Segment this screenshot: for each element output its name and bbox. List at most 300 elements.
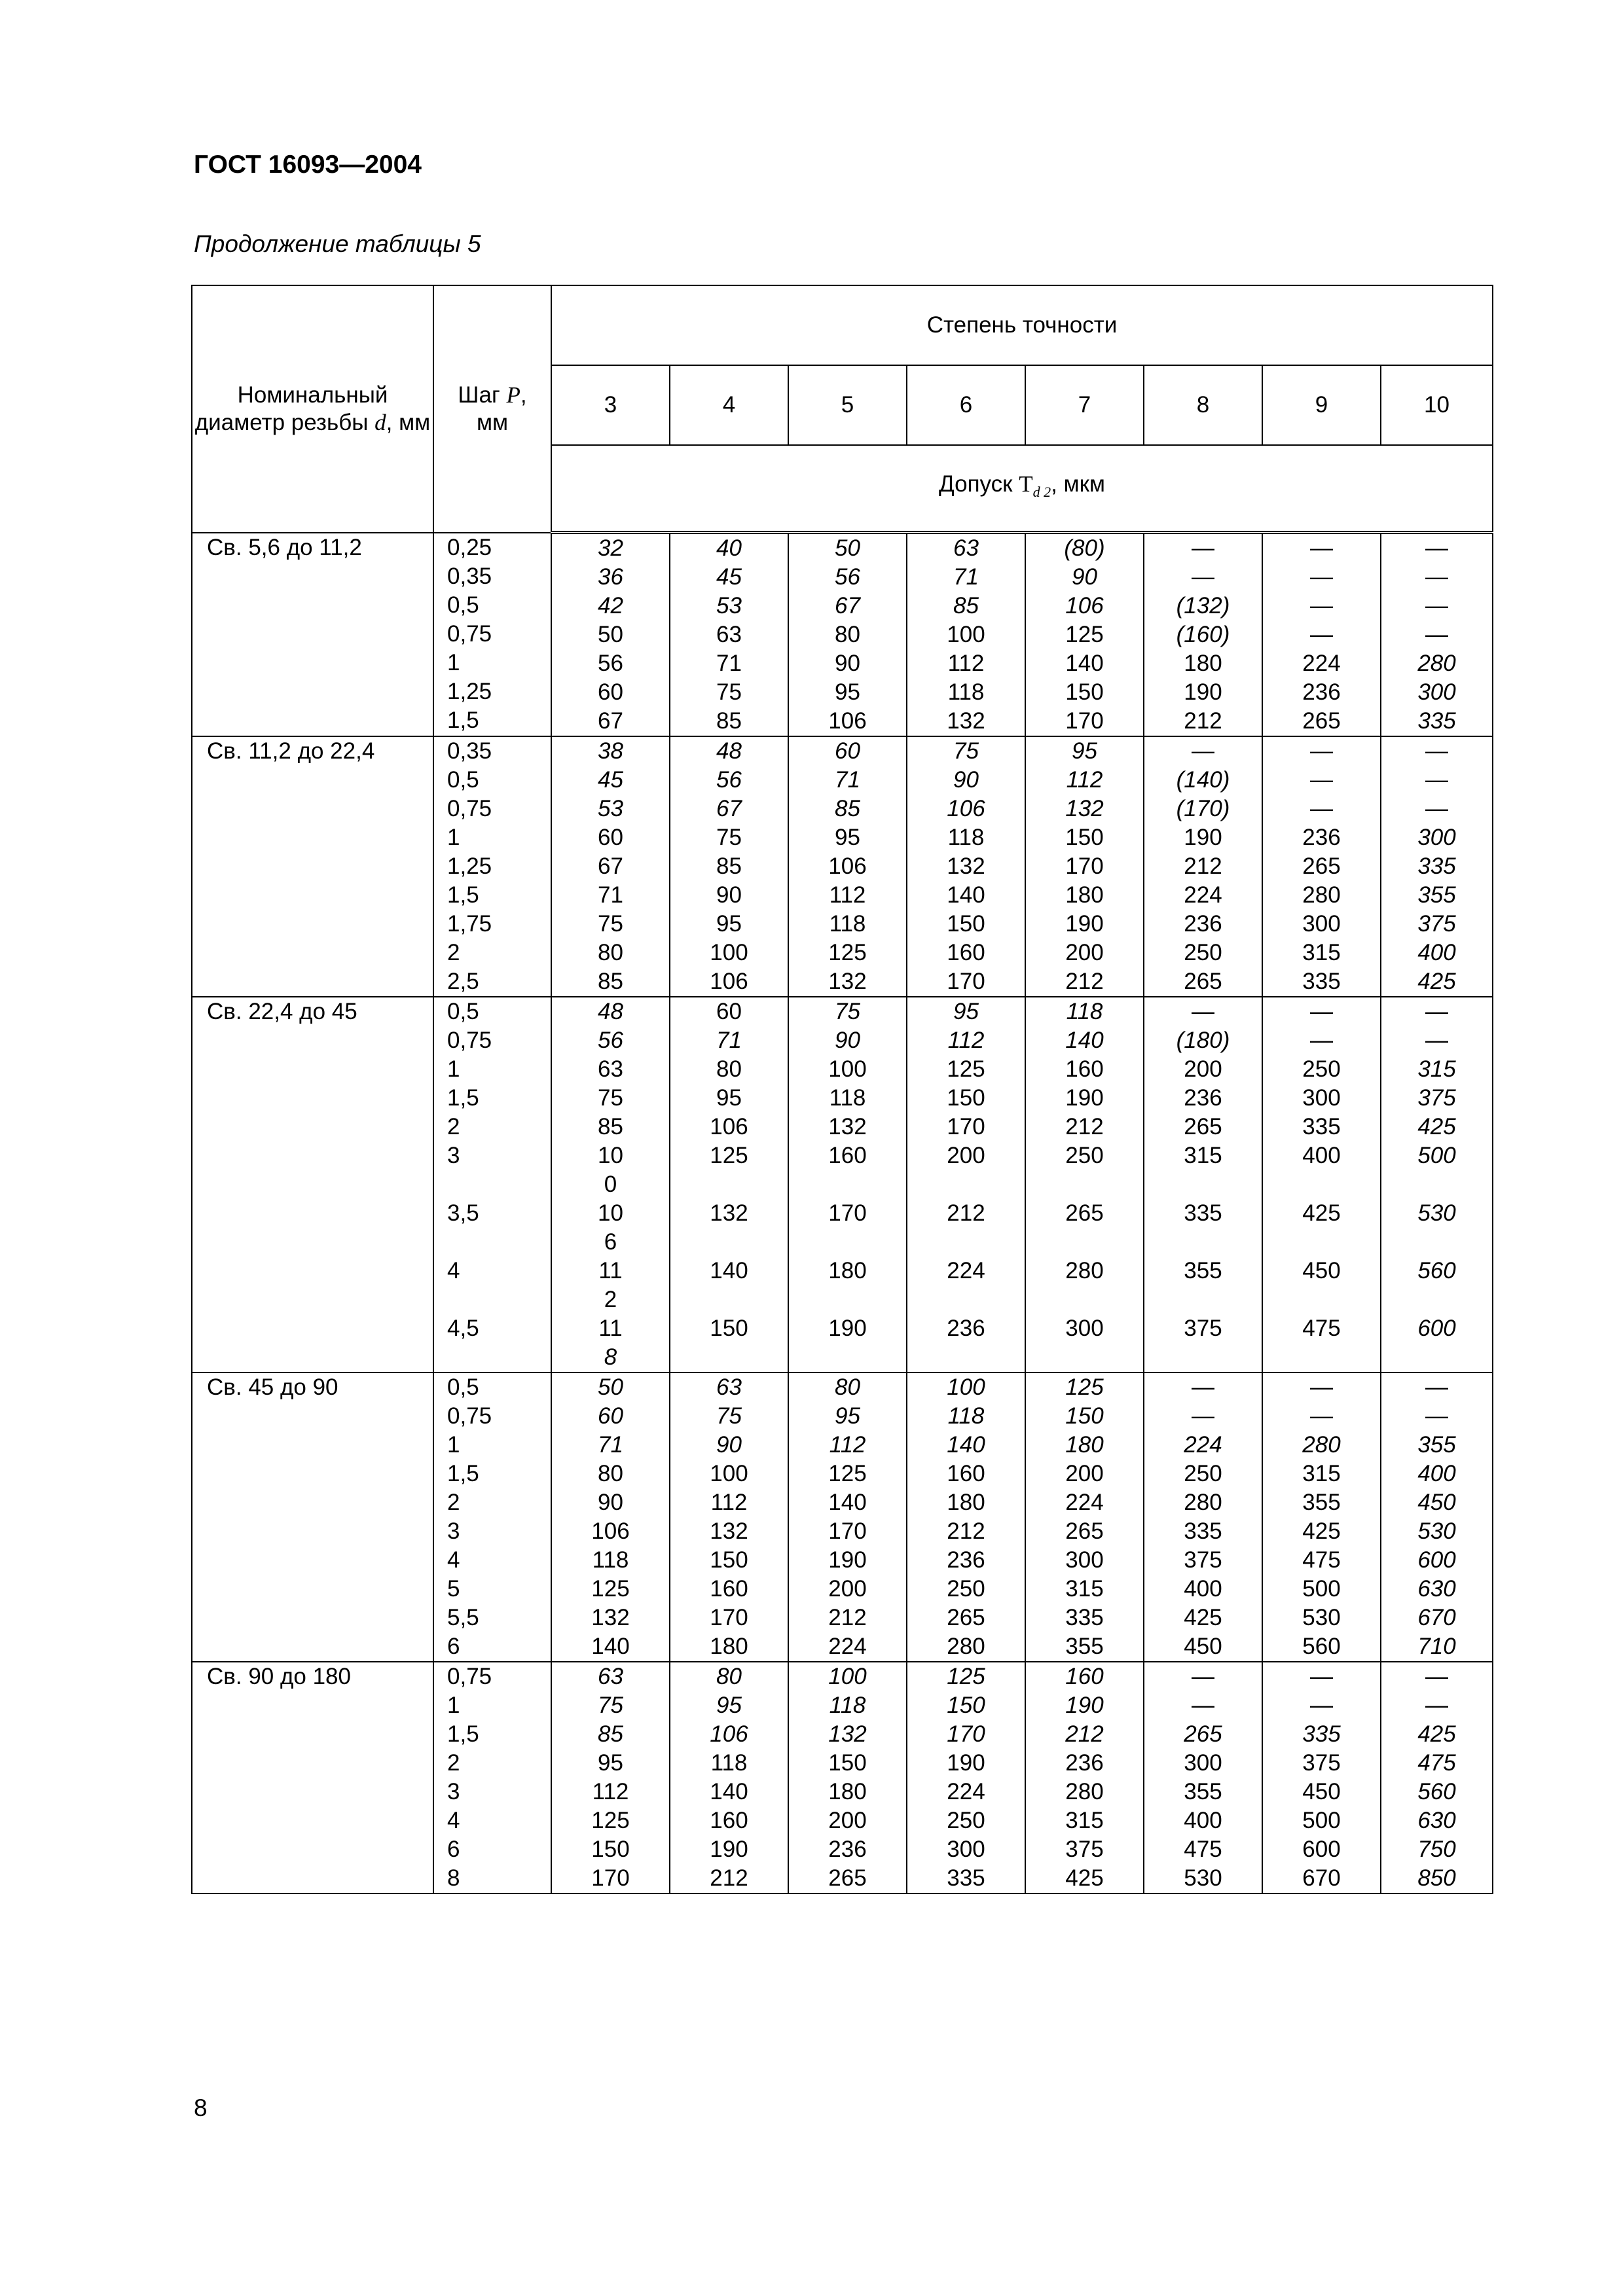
tolerance-value: 180	[1065, 1432, 1104, 1458]
tolerance-cell-grade-4	[670, 997, 788, 1372]
tolerance-value: 112	[947, 1028, 985, 1053]
tolerance-value: 71	[598, 1432, 623, 1458]
tolerance-value: 425	[1302, 1200, 1341, 1226]
tolerance-value: 60	[716, 999, 742, 1024]
tolerance-value: 150	[947, 1085, 985, 1111]
tolerance-value: 265	[1065, 1518, 1104, 1544]
header-pitch-line1: Шаг P,	[458, 382, 527, 408]
tolerance-value: 530	[1184, 1865, 1222, 1891]
diameter-label: Св. 90 до 180	[207, 1664, 351, 1689]
header-grade-cell: 5	[788, 365, 907, 445]
tolerance-value: 200	[1065, 940, 1104, 965]
tolerance-value: 560	[1417, 1258, 1456, 1283]
tolerance-cell-grade-7	[1025, 997, 1144, 1372]
pitch-value: 0,5	[447, 999, 479, 1024]
tolerance-value: 315	[1184, 1143, 1222, 1168]
tolerance-value: 112	[829, 1432, 866, 1458]
tolerance-value: 75	[598, 1693, 623, 1718]
diameter-cell	[192, 736, 433, 997]
tolerance-value: 375	[1065, 1837, 1104, 1862]
tolerance-value: 315	[1065, 1576, 1104, 1602]
tolerance-value: 118	[829, 1693, 866, 1718]
tolerance-value: 125	[1065, 1374, 1104, 1400]
tolerance-table	[191, 285, 1493, 1894]
tolerance-value: 38	[598, 738, 623, 764]
tolerance-value: —	[1310, 564, 1333, 590]
pitch-value: 4	[447, 1808, 460, 1833]
tolerance-value: 100	[710, 940, 748, 965]
tolerance-value: 280	[947, 1634, 985, 1659]
pitch-value	[434, 1343, 551, 1372]
doc-title: ГОСТ 16093—2004	[194, 151, 422, 179]
tolerance-value: 236	[828, 1837, 867, 1862]
tolerance-value: —	[1425, 1403, 1449, 1429]
tolerance-value: 280	[1184, 1490, 1222, 1515]
tolerance-value: 355	[1184, 1258, 1222, 1283]
tolerance-value: 180	[1184, 651, 1222, 676]
tolerance-value: 85	[716, 708, 742, 734]
pitch-value: 1,25	[447, 678, 492, 704]
tolerance-value: 190	[1184, 679, 1222, 705]
tolerance-value: 95	[598, 1750, 623, 1776]
tolerance-value: 95	[835, 825, 860, 850]
tolerance-value: 50	[598, 622, 623, 647]
tolerance-value: —	[1425, 535, 1449, 561]
tolerance-value: 450	[1302, 1258, 1341, 1283]
tolerance-cell-grade-9	[1262, 533, 1381, 737]
tolerance-value: 170	[828, 1200, 867, 1226]
tolerance-value: 90	[835, 1028, 860, 1053]
tolerance-value: 80	[835, 622, 860, 647]
tolerance-value: 400	[1417, 940, 1456, 965]
tolerance-value: 300	[1302, 911, 1341, 937]
pitch-value: 0,35	[447, 563, 492, 589]
tolerance-value: 250	[1302, 1056, 1341, 1082]
tolerance-value: 106	[947, 796, 985, 821]
tolerance-value: (170)	[1176, 796, 1230, 821]
tolerance-value: 8	[604, 1344, 617, 1370]
tolerance-cell-grade-8	[1144, 1372, 1262, 1662]
tolerance-value: 850	[1417, 1865, 1456, 1891]
tolerance-value: 11	[598, 1258, 623, 1283]
tolerance-value: 106	[710, 969, 748, 994]
tolerance-value: 150	[1065, 1403, 1104, 1429]
tolerance-value: 212	[710, 1865, 748, 1891]
pitch-cell	[433, 533, 551, 737]
tolerance-value: —	[1425, 738, 1449, 764]
tolerance-value	[907, 1170, 1025, 1199]
tolerance-value: 375	[1184, 1547, 1222, 1573]
tolerance-value: —	[1192, 1403, 1214, 1429]
tolerance-cell-grade-9	[1262, 736, 1381, 997]
tolerance-value: 160	[947, 940, 985, 965]
tolerance-value: 100	[947, 1374, 985, 1400]
tolerance-value: 315	[1065, 1808, 1104, 1833]
tolerance-value: 250	[1065, 1143, 1104, 1168]
tolerance-value: 95	[716, 1693, 742, 1718]
tolerance-value: 63	[598, 1056, 623, 1082]
diameter-label: Св. 45 до 90	[207, 1374, 338, 1400]
tolerance-value: (140)	[1176, 767, 1230, 793]
tolerance-value	[670, 1285, 788, 1314]
tolerance-value: 190	[1065, 1085, 1104, 1111]
tolerance-value: 200	[1065, 1461, 1104, 1486]
tolerance-value: 85	[598, 1114, 623, 1139]
tolerance-value: 300	[1417, 679, 1456, 705]
tolerance-value	[1381, 1170, 1492, 1199]
tolerance-value: 375	[1417, 911, 1456, 937]
tolerance-value: —	[1192, 1664, 1214, 1689]
tolerance-value: 132	[947, 708, 985, 734]
tolerance-value: 315	[1302, 1461, 1341, 1486]
tolerance-value: 280	[1065, 1258, 1104, 1283]
tolerance-value: —	[1192, 1693, 1214, 1718]
tolerance-value: 140	[947, 1432, 985, 1458]
tolerance-value: —	[1425, 564, 1449, 590]
tolerance-value: 32	[598, 535, 623, 561]
tolerance-value: 280	[1302, 1432, 1341, 1458]
tolerance-value: 280	[1065, 1779, 1104, 1804]
tolerance-cell-grade-3	[551, 736, 670, 997]
tolerance-value: —	[1425, 999, 1449, 1024]
tolerance-value: 265	[947, 1605, 985, 1630]
tolerance-value: 212	[1065, 1721, 1104, 1747]
tolerance-value: 160	[710, 1576, 748, 1602]
tolerance-value: 160	[1065, 1056, 1104, 1082]
tolerance-value: 90	[1072, 564, 1097, 590]
tolerance-value: —	[1425, 622, 1449, 647]
tolerance-value: 212	[1065, 1114, 1104, 1139]
tolerance-value: 118	[710, 1750, 748, 1776]
tolerance-value: 125	[947, 1056, 985, 1082]
pitch-value: 2	[447, 1490, 460, 1515]
tolerance-value: 400	[1184, 1576, 1222, 1602]
diameter-cell	[192, 533, 433, 737]
tolerance-value: 45	[716, 564, 742, 590]
tolerance-value: 75	[716, 1403, 742, 1429]
pitch-cell	[433, 1372, 551, 1662]
tolerance-value: 236	[1184, 1085, 1222, 1111]
pitch-value: 2	[447, 1114, 460, 1139]
tolerance-value: 80	[716, 1664, 742, 1689]
tolerance-value: 85	[953, 593, 979, 619]
tolerance-value: 140	[1065, 651, 1104, 676]
tolerance-value: 150	[1065, 679, 1104, 705]
header-pitch-line2: мм	[476, 409, 509, 435]
tolerance-value: 85	[598, 969, 623, 994]
tolerance-cell-grade-9	[1262, 1662, 1381, 1893]
tolerance-value: 106	[710, 1721, 748, 1747]
tolerance-value: 140	[710, 1779, 748, 1804]
tolerance-cell-grade-7	[1025, 736, 1144, 997]
tolerance-value: 500	[1302, 1576, 1341, 1602]
tolerance-value: 170	[1065, 853, 1104, 879]
tolerance-value: 140	[1065, 1028, 1104, 1053]
header-tolerance: Допуск $T_{d 2}$, мкм	[551, 445, 1493, 533]
tolerance-value: 71	[835, 767, 860, 793]
tolerance-value: 132	[828, 1114, 867, 1139]
tolerance-value: 150	[947, 1693, 985, 1718]
tolerance-cell-grade-5	[788, 1662, 907, 1893]
tolerance-value	[1381, 1228, 1492, 1257]
pitch-value: 3	[447, 1143, 460, 1168]
tolerance-value: 475	[1417, 1750, 1456, 1776]
pitch-cell	[433, 997, 551, 1372]
pitch-value: 0,25	[447, 534, 492, 560]
tolerance-value: —	[1310, 738, 1333, 764]
tolerance-cell-grade-7	[1025, 1372, 1144, 1662]
tolerance-value: 425	[1184, 1605, 1222, 1630]
tolerance-value: 132	[710, 1200, 748, 1226]
tolerance-cell-grade-9	[1262, 997, 1381, 1372]
tolerance-value: 100	[828, 1056, 867, 1082]
tolerance-value: —	[1310, 1028, 1333, 1053]
tolerance-value: 335	[1417, 708, 1456, 734]
tolerance-value: 140	[591, 1634, 630, 1659]
tolerance-value: 200	[828, 1808, 867, 1833]
tolerance-value: 280	[1302, 882, 1341, 908]
tolerance-value: 125	[947, 1664, 985, 1689]
tolerance-value: 400	[1417, 1461, 1456, 1486]
tolerance-value: 80	[598, 940, 623, 965]
tolerance-value: 265	[1184, 1114, 1222, 1139]
tolerance-value	[1026, 1228, 1143, 1257]
tolerance-value: 42	[598, 593, 623, 619]
tolerance-value: 224	[1065, 1490, 1104, 1515]
page-number: 8	[194, 2094, 208, 2121]
pitch-value	[434, 1170, 551, 1199]
tolerance-cell-grade-3	[551, 1662, 670, 1893]
tolerance-value: —	[1192, 738, 1214, 764]
tolerance-value: 50	[835, 535, 860, 561]
tolerance-value	[907, 1343, 1025, 1372]
tolerance-cell-grade-8	[1144, 736, 1262, 997]
tolerance-value: —	[1192, 535, 1214, 561]
tolerance-value: —	[1425, 1028, 1449, 1053]
tolerance-value: 530	[1417, 1200, 1456, 1226]
tolerance-value: 170	[947, 1114, 985, 1139]
tolerance-value: 50	[598, 1374, 623, 1400]
tolerance-value: —	[1425, 1693, 1449, 1718]
diameter-cell	[192, 997, 433, 1372]
table-row-group	[192, 533, 1493, 737]
pitch-value: 2	[447, 940, 460, 965]
tolerance-value: 560	[1302, 1634, 1341, 1659]
tolerance-value: 250	[1184, 1461, 1222, 1486]
tolerance-value: 95	[716, 1085, 742, 1111]
pitch-value: 1,5	[447, 707, 479, 733]
pitch-value: 0,5	[447, 1374, 479, 1400]
tolerance-value: 90	[835, 651, 860, 676]
tolerance-value: 95	[953, 999, 979, 1024]
tolerance-value: 425	[1417, 1114, 1456, 1139]
tolerance-value: —	[1310, 1403, 1333, 1429]
tolerance-cell-grade-6	[907, 736, 1025, 997]
tolerance-value: 180	[828, 1258, 867, 1283]
pitch-value: 3,5	[447, 1200, 479, 1226]
tolerance-value: 265	[1302, 708, 1341, 734]
tolerance-value: 75	[598, 1085, 623, 1111]
tolerance-value: 160	[947, 1461, 985, 1486]
tolerance-value: 180	[710, 1634, 748, 1659]
tolerance-value: 63	[598, 1664, 623, 1689]
tolerance-value: 265	[1065, 1200, 1104, 1226]
tolerance-value: 160	[828, 1143, 867, 1168]
tolerance-cell-grade-10	[1381, 997, 1493, 1372]
tolerance-value: 224	[828, 1634, 867, 1659]
tolerance-value: —	[1310, 796, 1333, 821]
tolerance-value: 500	[1417, 1143, 1456, 1168]
pitch-value: 2	[447, 1750, 460, 1776]
tolerance-value: 450	[1302, 1779, 1341, 1804]
tolerance-value: 132	[828, 969, 867, 994]
tolerance-value: 190	[828, 1547, 867, 1573]
tolerance-value: 95	[835, 679, 860, 705]
tolerance-value: 10	[598, 1143, 623, 1168]
tolerance-value: —	[1310, 622, 1333, 647]
table-row-group	[192, 1662, 1493, 1893]
tolerance-value	[1263, 1170, 1380, 1199]
tolerance-value: 150	[591, 1837, 630, 1862]
pitch-value: 0,35	[447, 738, 492, 764]
tolerance-value: 400	[1302, 1143, 1341, 1168]
tolerance-cell-grade-10	[1381, 1662, 1493, 1893]
tolerance-value: 75	[716, 825, 742, 850]
diameter-label: Св. 22,4 до 45	[207, 999, 357, 1024]
tolerance-value: 160	[1065, 1664, 1104, 1689]
tolerance-value: 90	[716, 882, 742, 908]
tolerance-value: 90	[716, 1432, 742, 1458]
tolerance-value: 140	[710, 1258, 748, 1283]
tolerance-value: 530	[1302, 1605, 1341, 1630]
diameter-label: Св. 11,2 до 22,4	[207, 738, 375, 764]
tolerance-cell-grade-8	[1144, 1662, 1262, 1893]
tolerance-value: 236	[1065, 1750, 1104, 1776]
tolerance-value: 132	[947, 853, 985, 879]
tolerance-value: 750	[1417, 1837, 1456, 1862]
pitch-value: 5,5	[447, 1605, 479, 1630]
tolerance-value: 670	[1417, 1605, 1456, 1630]
pitch-value: 0,5	[447, 592, 479, 618]
tolerance-value	[1144, 1170, 1262, 1199]
tolerance-cell-grade-5	[788, 533, 907, 737]
tolerance-value: 236	[1302, 825, 1341, 850]
tolerance-value: —	[1192, 1374, 1214, 1400]
diameter-cell	[192, 1372, 433, 1662]
tolerance-value: 112	[947, 651, 985, 676]
tolerance-value: 112	[592, 1779, 629, 1804]
tolerance-value: 375	[1302, 1750, 1341, 1776]
tolerance-value: 71	[716, 1028, 742, 1053]
tolerance-value	[1381, 1285, 1492, 1314]
tolerance-value	[1144, 1228, 1262, 1257]
tolerance-value: 212	[1184, 708, 1222, 734]
header-precision-grade: Степень точности	[551, 285, 1493, 365]
tolerance-value: 150	[1065, 825, 1104, 850]
tolerance-value: 67	[835, 593, 860, 619]
pitch-cell	[433, 1662, 551, 1893]
tolerance-value: 53	[716, 593, 742, 619]
tolerance-value	[1263, 1285, 1380, 1314]
tolerance-value: —	[1425, 1374, 1449, 1400]
tolerance-value: 300	[1065, 1316, 1104, 1341]
tolerance-value	[907, 1285, 1025, 1314]
tolerance-value: —	[1310, 593, 1333, 619]
tolerance-value: 95	[716, 911, 742, 937]
tolerance-cell-grade-4	[670, 736, 788, 997]
pitch-value: 1,5	[447, 882, 479, 908]
pitch-value: 6	[447, 1837, 460, 1862]
tolerance-value: 170	[591, 1865, 630, 1891]
tolerance-cell-grade-5	[788, 997, 907, 1372]
tolerance-value: 112	[1066, 767, 1103, 793]
pitch-value: 4	[447, 1258, 460, 1283]
tolerance-value: 170	[1065, 708, 1104, 734]
tolerance-value: 600	[1302, 1837, 1341, 1862]
tolerance-value: 250	[947, 1808, 985, 1833]
header-diameter-line2: диаметр резьбы d, мм	[194, 409, 431, 435]
tolerance-value: 56	[835, 564, 860, 590]
tolerance-value: 118	[1066, 999, 1103, 1024]
tolerance-value: 106	[591, 1518, 630, 1544]
pitch-value: 0,75	[447, 1028, 492, 1053]
tolerance-value: 106	[828, 708, 867, 734]
tolerance-value: 300	[947, 1837, 985, 1862]
tolerance-value: 63	[716, 622, 742, 647]
tolerance-value: 118	[947, 825, 985, 850]
tolerance-value: 224	[947, 1258, 985, 1283]
tolerance-value: 60	[598, 1403, 623, 1429]
tolerance-value: 125	[591, 1808, 630, 1833]
tolerance-value: (180)	[1176, 1028, 1230, 1053]
tolerance-value: 224	[1184, 1432, 1222, 1458]
tolerance-value: 265	[1302, 853, 1341, 879]
tolerance-value	[1026, 1285, 1143, 1314]
tolerance-value: 56	[598, 1028, 623, 1053]
tolerance-value: 170	[710, 1605, 748, 1630]
diameter-label: Св. 5,6 до 11,2	[207, 534, 362, 560]
tolerance-value: 48	[598, 999, 623, 1024]
tolerance-cell-grade-5	[788, 736, 907, 997]
table-row-group	[192, 1372, 1493, 1662]
tolerance-cell-grade-7	[1025, 1662, 1144, 1893]
tolerance-value: 125	[1065, 622, 1104, 647]
pitch-value: 8	[447, 1865, 460, 1891]
tolerance-value: 224	[947, 1779, 985, 1804]
tolerance-cell-grade-3	[551, 533, 670, 737]
tolerance-value: 475	[1302, 1547, 1341, 1573]
tolerance-value: 190	[1065, 911, 1104, 937]
tolerance-value: 170	[947, 1721, 985, 1747]
pitch-value	[434, 1228, 551, 1257]
diameter-cell	[192, 1662, 433, 1893]
tolerance-value: 300	[1302, 1085, 1341, 1111]
tolerance-value: 140	[828, 1490, 867, 1515]
tolerance-value: 355	[1417, 882, 1456, 908]
tolerance-value: 425	[1302, 1518, 1341, 1544]
tolerance-value: 85	[598, 1721, 623, 1747]
pitch-value: 6	[447, 1634, 460, 1659]
pitch-value: 1,75	[447, 911, 492, 937]
pitch-value: 0,75	[447, 1403, 492, 1429]
tolerance-value: 118	[947, 1403, 985, 1429]
tolerance-value	[789, 1170, 906, 1199]
header-grade-cell: 8	[1144, 365, 1262, 445]
tolerance-cell-grade-6	[907, 997, 1025, 1372]
pitch-value	[434, 1285, 551, 1314]
tolerance-value: 335	[1184, 1200, 1222, 1226]
tolerance-value: 335	[1065, 1605, 1104, 1630]
